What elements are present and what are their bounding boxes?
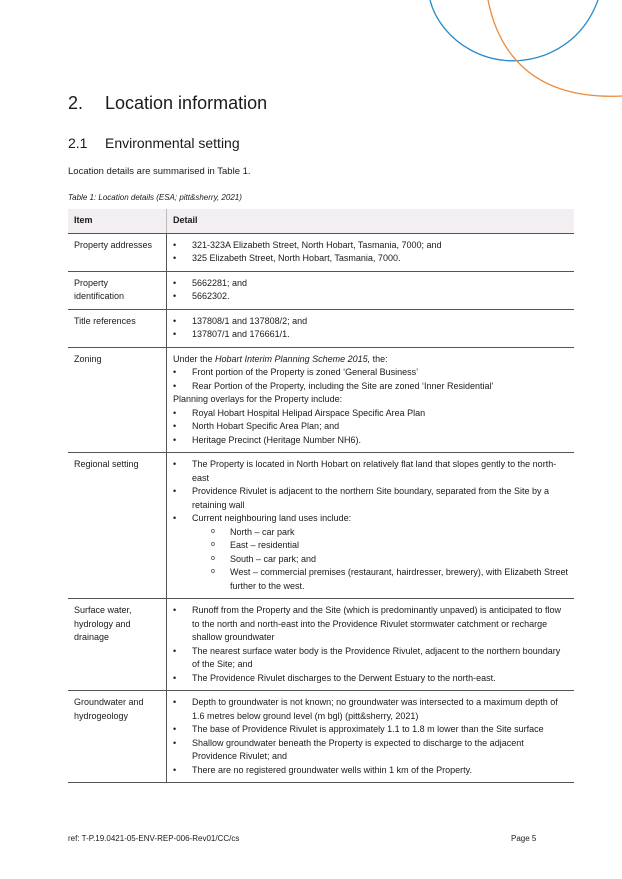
row-item: Property addresses (68, 233, 167, 271)
list-item: • Depth to groundwater is not known; no groundwater was intersected to a maximum depth of 1.6 metres below ground level (m bgl) (pitt&sherry, 2021) (173, 696, 568, 723)
overlays-intro: Planning overlays for the Property include: (173, 394, 343, 404)
list-item: • North Hobart Specific Area Plan; and (173, 420, 568, 434)
list-item: • The base of Providence Rivulet is approximately 1.1 to 1.8 m lower than the Site surface (173, 723, 568, 737)
location-details-table (68, 209, 574, 783)
page-number: Page 5 (511, 834, 537, 843)
section-title: Location information (105, 93, 268, 113)
header-detail: Detail (167, 209, 575, 233)
sub-list-item: o North – car park (192, 526, 568, 540)
table-caption: Table 1: Location details (ESA; pitt&sherry, 2021) (68, 193, 242, 202)
list-item: • The Property is located in North Hobart on relatively flat land that slopes gently to the north-east (173, 458, 568, 485)
subsection-heading (68, 135, 240, 151)
row-item: Zoning (68, 347, 167, 453)
list-item: • 5662281; and (173, 277, 568, 291)
list-item: • 137807/1 and 176661/1. (173, 328, 568, 342)
row-detail (167, 347, 575, 453)
table-row (68, 691, 574, 783)
list-item: • The nearest surface water body is the Providence Rivulet, adjacent to the northern boundary of the Site; and (173, 645, 568, 672)
header-item: Item (68, 209, 167, 233)
list-item: • There are no registered groundwater wells within 1 km of the Property. (173, 764, 568, 778)
zoning-intro: Under the Hobart Interim Planning Scheme 2015, the: (173, 353, 388, 364)
row-item: Regional setting (68, 453, 167, 599)
subsection-title: Environmental setting (105, 135, 240, 151)
intro-text: Location details are summarised in Table 1. (68, 166, 251, 177)
row-item: Title references (68, 309, 167, 347)
table-row (68, 233, 574, 271)
row-detail (167, 233, 575, 271)
list-item: • 137808/1 and 137808/2; and (173, 315, 568, 329)
sub-list-item: o East – residential (192, 539, 568, 553)
row-item: Groundwater and hydrogeology (68, 691, 167, 783)
row-item: Property identification (68, 271, 167, 309)
list-item: • 325 Elizabeth Street, North Hobart, Tasmania, 7000. (173, 252, 568, 266)
list-item: • 5662302. (173, 290, 568, 304)
footer-reference: ref: T-P.19.0421-05-ENV-REP-006-Rev01/CC/cs (68, 834, 240, 843)
list-item: • Royal Hobart Hospital Helipad Airspace Specific Area Plan (173, 407, 568, 421)
table-row (68, 347, 574, 453)
list-item: • Providence Rivulet is adjacent to the northern Site boundary, separated from the Site by a retaining wall (173, 485, 568, 512)
list-item: • Rear Portion of the Property, including the Site are zoned ‘Inner Residential’ (173, 380, 568, 394)
list-item: • 321-323A Elizabeth Street, North Hobart, Tasmania, 7000; and (173, 239, 568, 253)
row-detail (167, 271, 575, 309)
list-item: • Current neighbouring land uses include: o North – car park o East – residential o South – car park; and o West – commercial premises (restaurant, hairdresser, brewery), with Elizabeth Street further to the west. (173, 512, 568, 593)
blue-curve (430, 0, 598, 61)
list-item: • Runoff from the Property and the Site (which is predominantly unpaved) is anticipated to flow to the north and north-east into the Providence Rivulet stormwater catchment or recharge shallow groundwater (173, 604, 568, 645)
orange-curve (488, 0, 622, 96)
section-number: 2. (68, 93, 84, 113)
row-detail (167, 691, 575, 783)
table-header-row (68, 209, 574, 233)
table-row (68, 599, 574, 691)
row-detail (167, 599, 575, 691)
row-detail (167, 309, 575, 347)
row-detail (167, 453, 575, 599)
sub-list-item: o West – commercial premises (restaurant, hairdresser, brewery), with Elizabeth Street further to the west. (192, 566, 568, 593)
list-item: • The Providence Rivulet discharges to the Derwent Estuary to the north-east. (173, 672, 568, 686)
row-item: Surface water, hydrology and drainage (68, 599, 167, 691)
table-row (68, 271, 574, 309)
list-item: • Shallow groundwater beneath the Property is expected to discharge to the adjacent Providence Rivulet; and (173, 737, 568, 764)
sub-list-item: o South – car park; and (192, 553, 568, 567)
section-heading (68, 93, 267, 114)
subsection-number: 2.1 (68, 135, 88, 151)
list-item: • Heritage Precinct (Heritage Number NH6). (173, 434, 568, 448)
table-row (68, 453, 574, 599)
list-item: • Front portion of the Property is zoned ‘General Business’ (173, 366, 568, 380)
table-row (68, 309, 574, 347)
